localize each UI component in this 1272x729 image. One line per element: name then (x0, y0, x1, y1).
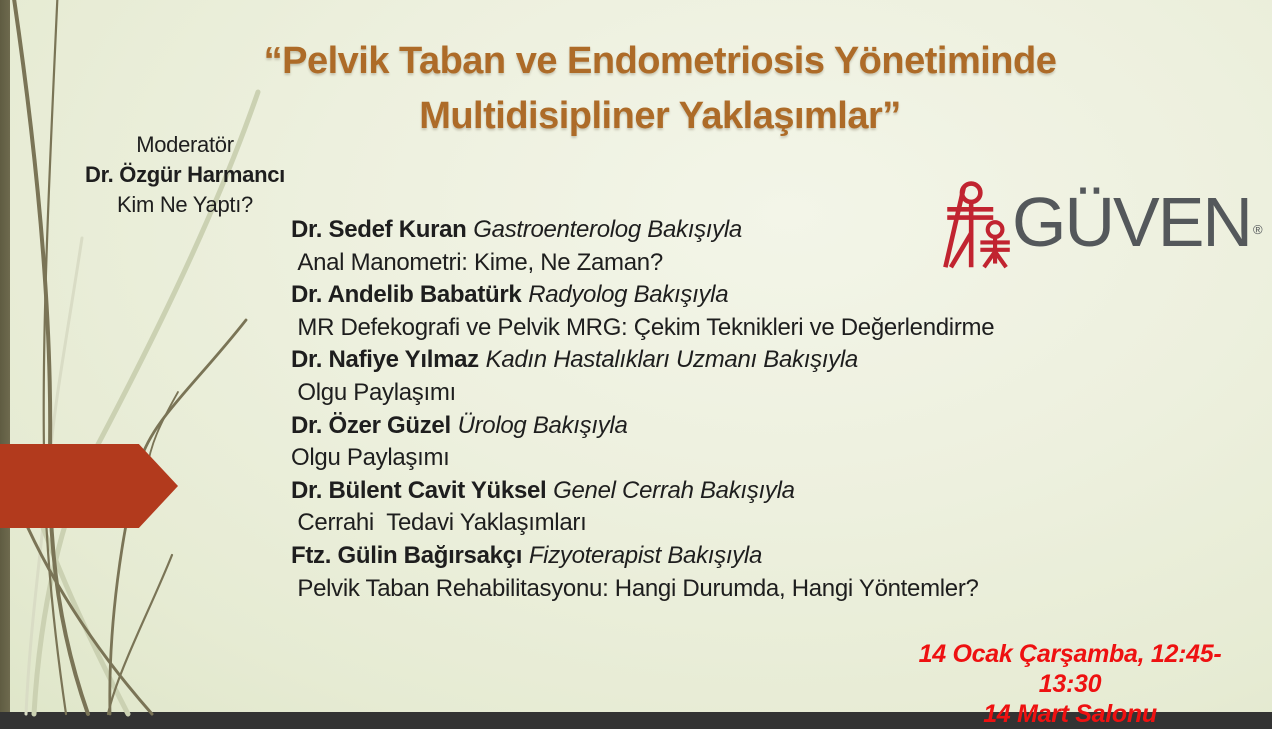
moderator-block (55, 130, 315, 220)
speaker-header (291, 410, 1071, 443)
speaker-header (291, 344, 1071, 377)
speaker-name: Ftz. Gülin Bağırsakçı (291, 541, 523, 569)
schedule-datetime: 14 Ocak Çarşamba, 12:45-13:30 (918, 640, 1222, 698)
speaker-name: Dr. Andelib Babatürk (291, 281, 522, 309)
speaker-header (291, 540, 1071, 573)
speaker-topic: MR Defekografi ve Pelvik MRG: Çekim Teknikleri ve Değerlendirme (291, 313, 995, 341)
speaker-entry (291, 540, 1071, 605)
speaker-header (291, 279, 1071, 312)
speaker-specialty: Radyolog Bakışıyla (528, 281, 729, 309)
speaker-specialty: Genel Cerrah Bakışıyla (553, 476, 795, 504)
speaker-specialty: Fizyoterapist Bakışıyla (528, 541, 762, 569)
speaker-topic: Olgu Paylaşımı (291, 378, 456, 406)
speaker-entry (291, 214, 1071, 279)
speaker-name: Dr. Sedef Kuran (291, 216, 467, 243)
speaker-entry (291, 344, 1071, 409)
slide-title (60, 34, 1260, 144)
speaker-specialty: Gastroenterolog Bakışıyla (473, 216, 742, 243)
schedule-block (905, 639, 1235, 729)
slide-title-line2: Multidisipliner Yaklaşımlar” (419, 95, 901, 137)
speaker-name: Dr. Nafiye Yılmaz (291, 346, 479, 374)
speaker-entry (291, 475, 1071, 540)
speaker-topic: Anal Manometri: Kime, Ne Zaman? (291, 248, 663, 276)
moderator-question: Kim Ne Yaptı? (117, 192, 253, 217)
moderator-label: Moderatör (136, 132, 234, 157)
schedule-room: 14 Mart Salonu (983, 700, 1157, 728)
speaker-topic: Pelvik Taban Rehabilitasyonu: Hangi Durumda, Hangi Yöntemler? (291, 574, 979, 602)
speakers-list (291, 214, 1071, 605)
speaker-name: Dr. Özer Güzel (291, 411, 451, 439)
slide-title-line1: “Pelvik Taban ve Endometriosis Yönetiminde (263, 40, 1057, 82)
speaker-header (291, 475, 1071, 508)
speaker-topic: Cerrahi Tedavi Yaklaşımları (291, 509, 587, 537)
left-edge-stripe (0, 0, 10, 712)
speaker-entry (291, 410, 1071, 475)
guven-logo-wordmark: GÜVEN (1012, 183, 1251, 261)
speaker-topic: Olgu Paylaşımı (291, 444, 450, 472)
registered-trademark-symbol: ® (1252, 222, 1261, 237)
speaker-entry (291, 279, 1071, 344)
speaker-specialty: Ürolog Bakışıyla (457, 411, 628, 439)
speaker-name: Dr. Bülent Cavit Yüksel (291, 476, 547, 504)
speaker-header (291, 214, 1071, 247)
moderator-name: Dr. Özgür Harmancı (85, 162, 285, 187)
speaker-specialty: Kadın Hastalıkları Uzmanı Bakışıyla (485, 346, 858, 374)
